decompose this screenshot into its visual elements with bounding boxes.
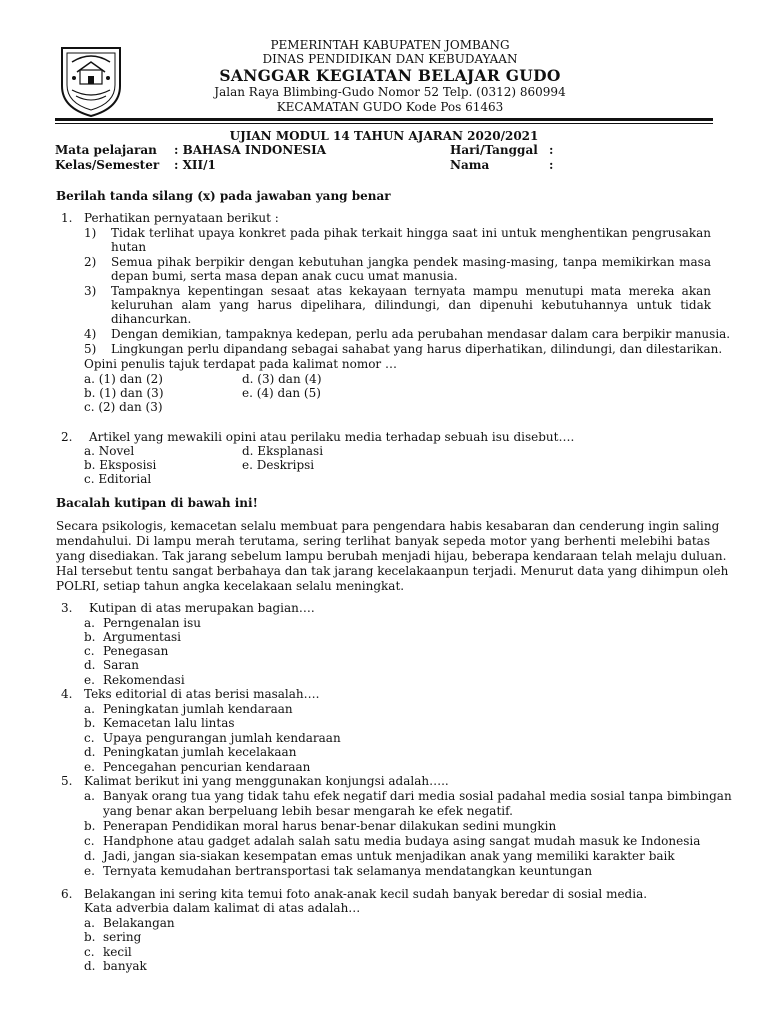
option-b[interactable]: b. Eksposisi <box>84 458 157 472</box>
subject-label: Mata pelajaran <box>55 143 157 157</box>
question-stem: Artikel yang mewakili opini atau perilaku media terhadap sebuah isu disebut…. <box>89 430 575 444</box>
header-address: Jalan Raya Blimbing-Gudo Nomor 52 Telp. (0312) 860994 <box>214 85 566 99</box>
passage-line: yang disediakan. Tak jarang sebelum lampu berubah menjadi hijau, beberapa kendaraan telah melaju duluan. <box>56 549 727 563</box>
option-d[interactable]: d. (3) dan (4) <box>242 372 322 386</box>
option-letter: e. <box>84 760 95 774</box>
option-text[interactable]: kecil <box>103 945 132 959</box>
passage-title: Bacalah kutipan di bawah ini! <box>56 496 258 510</box>
passage-line: Secara psikologis, kemacetan selalu membuat para pengendara habis kesabaran dan cenderung ingin saling <box>56 519 720 533</box>
option-text[interactable]: Kemacetan lalu lintas <box>103 716 235 730</box>
option-text[interactable]: Handphone atau gadget adalah salah satu media budaya asing sangat mudah masuk ke Indonesia <box>103 834 701 848</box>
option-text[interactable]: Pencegahan pencurian kendaraan <box>103 760 311 774</box>
statement-text: Tidak terlihat upaya konkret pada pihak terkait hingga saat ini untuk menghentikan pengrusakan <box>111 226 711 240</box>
option-letter: c. <box>84 644 95 658</box>
option-a[interactable]: a. Novel <box>84 444 135 458</box>
statement-text: keluruhan alam yang harus dipelihara, dilindungi, dan dipenuhi kebutuhannya untuk tidak <box>111 298 711 312</box>
option-e[interactable]: e. Deskripsi <box>242 458 315 472</box>
option-letter: d. <box>84 745 96 759</box>
statement-number: 5) <box>84 342 97 356</box>
statement-text: Lingkungan perlu dipandang sebagai sahabat yang harus diperhatikan, dilindungi, dan dilestarikan. <box>111 342 723 356</box>
option-letter: a. <box>84 702 95 716</box>
option-c[interactable]: c. (2) dan (3) <box>84 400 163 414</box>
option-letter: b. <box>84 819 96 833</box>
option-text[interactable]: Penerapan Pendidikan moral harus benar-benar dilakukan sedini mungkin <box>103 819 557 833</box>
option-letter: b. <box>84 716 96 730</box>
student-name-value: : <box>549 158 554 172</box>
header-divider-thick <box>55 118 713 121</box>
day-date-value: : <box>549 143 554 157</box>
statement-number: 4) <box>84 327 97 341</box>
option-text-continued[interactable]: yang benar akan berpeluang lebih besar mengarah ke efek negatif. <box>103 804 513 818</box>
statement-text: Dengan demikian, tampaknya kedepan, perlu ada perubahan mendasar dalam cara berpikir manusia. <box>111 327 731 341</box>
option-letter: a. <box>84 789 95 803</box>
option-text[interactable]: Jadi, jangan sia-siakan kesempatan emas untuk menjadikan anak yang memiliki karakter baik <box>103 849 675 863</box>
header-district-postcode: KECAMATAN GUDO Kode Pos 61463 <box>276 100 504 114</box>
option-letter: a. <box>84 916 95 930</box>
option-text[interactable]: banyak <box>103 959 147 973</box>
option-d[interactable]: d. Eksplanasi <box>242 444 324 458</box>
option-letter: a. <box>84 616 95 630</box>
question-number: 5. <box>61 774 73 788</box>
question-stem: Kutipan di atas merupakan bagian…. <box>89 601 315 615</box>
option-letter: b. <box>84 630 96 644</box>
question-number: 4. <box>61 687 73 701</box>
question-stem: Belakangan ini sering kita temui foto anak-anak kecil sudah banyak beredar di sosial media. <box>84 887 648 901</box>
subject-value: : BAHASA INDONESIA <box>174 143 327 157</box>
option-text[interactable]: Ternyata kemudahan bertransportasi tak selamanya mendatangkan keuntungan <box>103 864 593 878</box>
option-text[interactable]: Perngenalan isu <box>103 616 202 630</box>
day-date-label: Hari/Tanggal <box>450 143 538 157</box>
statement-number: 1) <box>84 226 97 240</box>
class-semester-value: : XII/1 <box>174 158 216 172</box>
option-text[interactable]: Peningkatan jumlah kendaraan <box>103 702 293 716</box>
header-divider-thin <box>55 123 713 124</box>
option-text[interactable]: sering <box>103 930 142 944</box>
question-prompt: Kata adverbia dalam kalimat di atas adalah… <box>84 901 361 915</box>
option-text[interactable]: Upaya pengurangan jumlah kendaraan <box>103 731 341 745</box>
option-text[interactable]: Peningkatan jumlah kecelakaan <box>103 745 297 759</box>
statement-number: 3) <box>84 284 97 298</box>
header-line-government: PEMERINTAH KABUPATEN JOMBANG <box>270 38 510 52</box>
question-number: 2. <box>61 430 73 444</box>
question-stem: Teks editorial di atas berisi masalah…. <box>84 687 320 701</box>
option-letter: c. <box>84 834 95 848</box>
option-letter: e. <box>84 673 95 687</box>
option-letter: d. <box>84 959 96 973</box>
option-letter: b. <box>84 930 96 944</box>
exam-title: UJIAN MODUL 14 TAHUN AJARAN 2020/2021 <box>229 129 539 143</box>
option-text[interactable]: Penegasan <box>103 644 169 658</box>
question-stem: Kalimat berikut ini yang menggunakan konjungsi adalah….. <box>84 774 449 788</box>
question-prompt: Opini penulis tajuk terdapat pada kalimat nomor … <box>84 357 397 371</box>
passage-line: Hal tersebut tentu sangat berbahaya dan tak jarang kecelakaanpun terjadi. Menurut data yang dihimpun oleh <box>56 564 729 578</box>
option-letter: e. <box>84 864 95 878</box>
question-number: 6. <box>61 887 73 901</box>
option-text[interactable]: Belakangan <box>103 916 175 930</box>
option-letter: c. <box>84 731 95 745</box>
option-letter: d. <box>84 658 96 672</box>
header-institution-name: SANGGAR KEGIATAN BELAJAR GUDO <box>219 66 561 85</box>
option-e[interactable]: e. (4) dan (5) <box>242 386 321 400</box>
option-text[interactable]: Saran <box>103 658 139 672</box>
student-name-label: Nama <box>450 158 490 172</box>
regency-emblem-logo <box>58 42 124 118</box>
statement-text: dihancurkan. <box>111 312 192 326</box>
option-text[interactable]: Banyak orang tua yang tidak tahu efek negatif dari media sosial padahal media sosial tanpa bimbingan <box>103 789 732 803</box>
statement-text: depan bumi, serta masa depan anak cucu umat manusia. <box>111 269 458 283</box>
option-letter: c. <box>84 945 95 959</box>
passage-line: POLRI, setiap tahun angka kecelakaan selalu meningkat. <box>56 579 405 593</box>
option-text[interactable]: Rekomendasi <box>103 673 185 687</box>
header-line-department: DINAS PENDIDIKAN DAN KEBUDAYAAN <box>262 52 518 66</box>
statement-text: Tampaknya kepentingan sesaat atas kekayaan ternyata mampu menutupi mata mereka akan <box>111 284 711 298</box>
option-a[interactable]: a. (1) dan (2) <box>84 372 163 386</box>
statement-text: Semua pihak berpikir dengan kebutuhan jangka pendek masing-masing, tanpa memikirkan masa <box>111 255 711 269</box>
option-letter: d. <box>84 849 96 863</box>
instruction-text: Berilah tanda silang (x) pada jawaban yang benar <box>56 189 391 203</box>
option-b[interactable]: b. (1) dan (3) <box>84 386 164 400</box>
question-number: 3. <box>61 601 73 615</box>
option-c[interactable]: c. Editorial <box>84 472 152 486</box>
question-stem: Perhatikan pernyataan berikut : <box>84 211 279 225</box>
passage-line: mendahului. Di lampu merah terutama, sering terlihat banyak sepeda motor yang berhenti melebihi batas <box>56 534 710 548</box>
class-semester-label: Kelas/Semester <box>55 158 160 172</box>
statement-number: 2) <box>84 255 97 269</box>
statement-text: hutan <box>111 240 147 254</box>
question-number: 1. <box>61 211 73 225</box>
option-text[interactable]: Argumentasi <box>103 630 181 644</box>
